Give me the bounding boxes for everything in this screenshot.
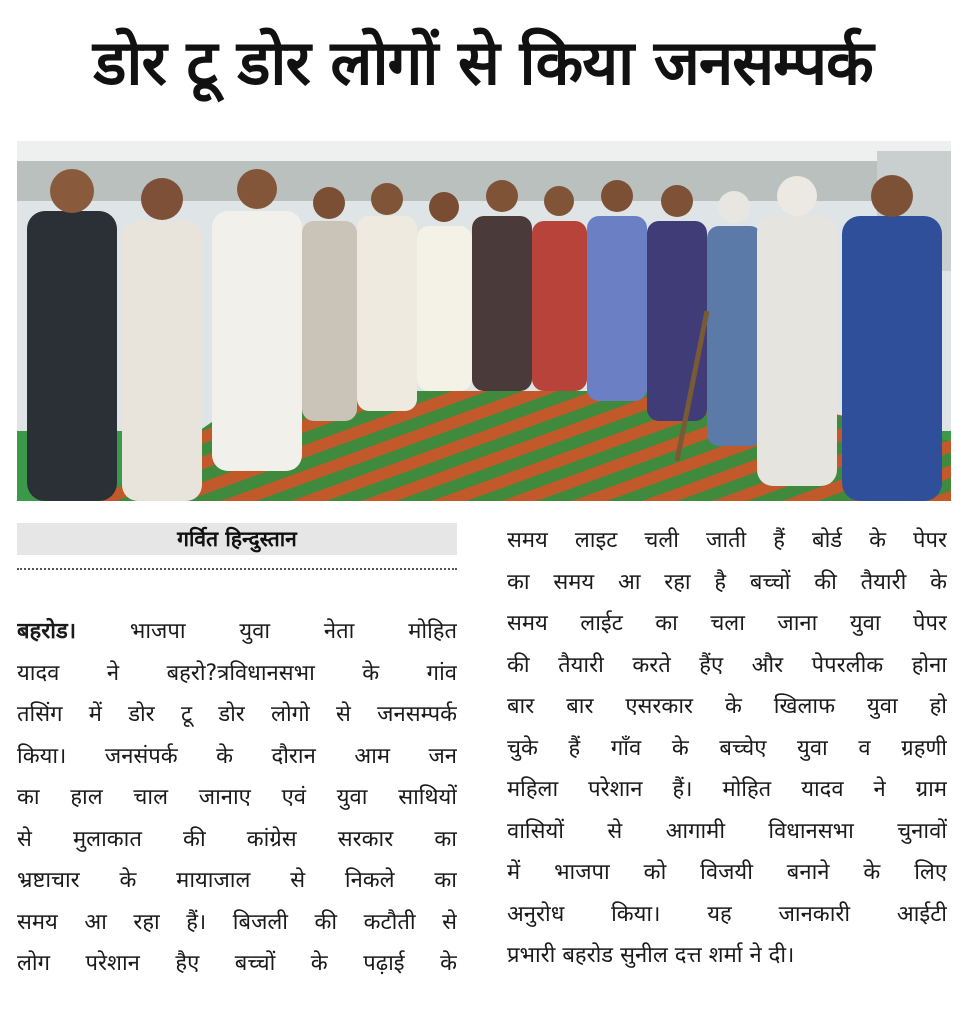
- article-line: बार बार एसरकार के खिलाफ युवा हो: [507, 694, 947, 719]
- article-line: का हाल चाल जानाए एवं युवा साथियों: [17, 785, 457, 810]
- article-line: से मुलाकात की कांग्रेस सरकार का: [17, 826, 457, 852]
- article-line: किया। जनसंपर्क के दौरान आम जन: [17, 743, 457, 769]
- group-photo-icon: [17, 141, 951, 501]
- article-line: का समय आ रहा है बच्चों की तैयारी के: [507, 569, 947, 595]
- article-line: चुके हैं गाँव के बच्चेए युवा व ग्रहणी: [507, 735, 947, 761]
- article-line: प्रभारी बहरोड सुनील दत्त शर्मा ने दी।: [507, 943, 795, 968]
- article-line: महिला परेशान हैं। मोहित यादव ने ग्राम: [507, 777, 947, 802]
- article-column-left: [17, 611, 457, 985]
- article-line: बहरोड। भाजपा युवा नेता मोहित: [17, 619, 457, 644]
- article-column-right: [507, 520, 947, 977]
- article-line: तसिंग में डोर टू डोर लोगो से जनसम्पर्क: [17, 702, 457, 727]
- article-line: भ्रष्टाचार के मायाजाल से निकले का: [17, 868, 457, 893]
- article-line: समय आ रहा हैं। बिजली की कटौती से: [17, 909, 457, 935]
- article-line: समय लाइट चली जाती हैं बोर्ड के पेपर: [507, 528, 947, 553]
- article-line: की तैयारी करते हैंए और पेपरलीक होना: [507, 652, 947, 678]
- headline: डोर टू डोर लोगों से किया जनसम्पर्क: [93, 26, 873, 99]
- article-line: यादव ने बहरो?त्रविधानसभा के गांव: [17, 660, 457, 686]
- byline: गर्वित हिन्दुस्तान: [177, 527, 297, 551]
- news-photo: [17, 141, 951, 501]
- article-line: लोग परेशान हैए बच्चों के पढ़ाई के: [17, 951, 457, 976]
- article-line: अनुरोध किया। यह जानकारी आईटी: [507, 901, 947, 927]
- dateline: बहरोड।: [17, 619, 77, 644]
- article-line: समय लाईट का चला जाना युवा पेपर: [507, 611, 947, 636]
- article-line: वासियों से आगामी विधानसभा चुनावों: [507, 818, 947, 844]
- article-line: में भाजपा को विजयी बनाने के लिए: [507, 860, 947, 885]
- divider: [17, 568, 457, 570]
